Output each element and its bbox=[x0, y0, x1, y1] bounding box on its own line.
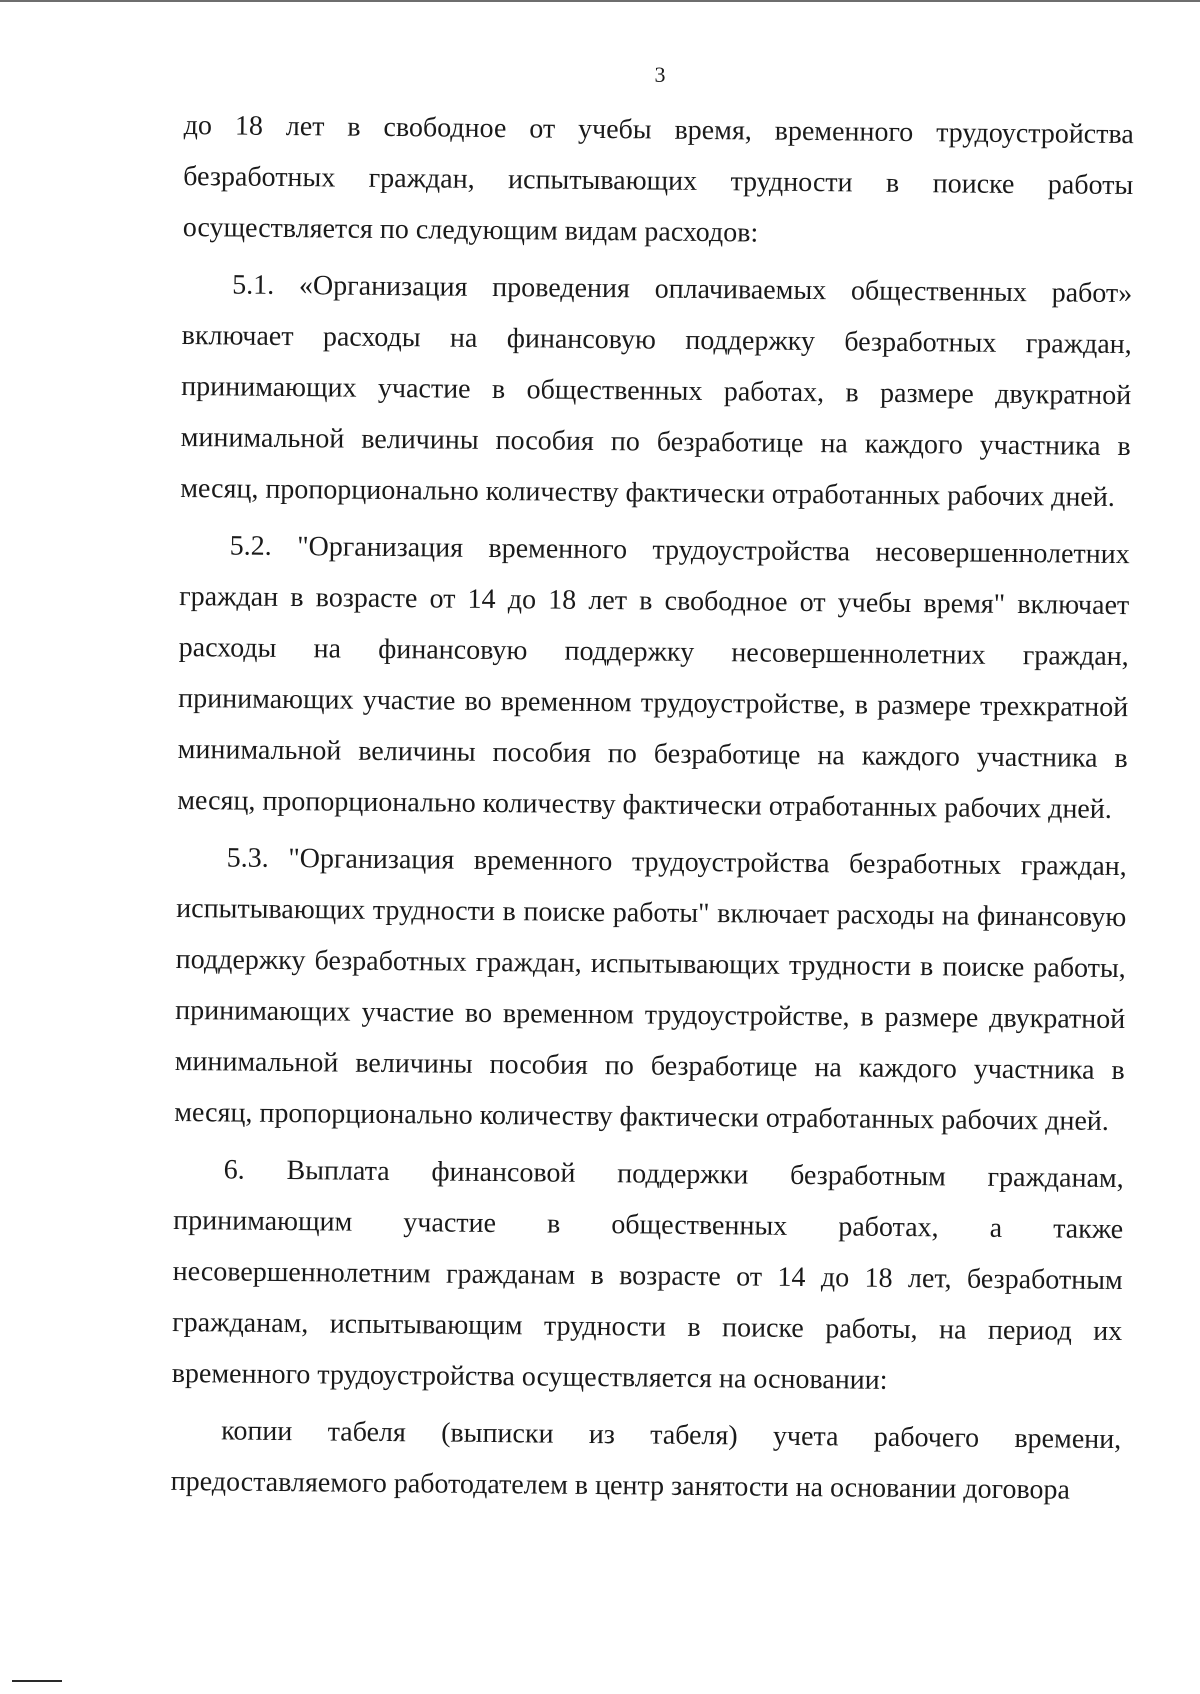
paragraph-continuation: до 18 лет в свободное от учебы время, временного трудоустройства безработных граждан, испытывающих трудности в поиске работы осуществляется по следующим видам расходов: bbox=[182, 109, 1134, 249]
page-number: 3 bbox=[654, 62, 666, 87]
paragraph-5-2: 5.2. "Организация временного трудоустройства несовершеннолетних граждан в возрасте от 14 до 18 лет в свободное от учебы время" включает расходы на финансовую поддержку несовершеннолетних граждан, принимающих участие во временном трудоустройстве, в размере трехкратной минимальной величины пособия по безработице на каждого участника в месяц, пропорционально количеству фактически отработанных рабочих дней. bbox=[177, 530, 1130, 825]
paragraph-6: 6. Выплата финансовой поддержки безработным гражданам, принимающим участие в общественных работах, а также несовершеннолетним гражданам в возрасте от 14 до 18 лет, безработным гражданам, испытывающим трудности в поиске работы, на период их временного трудоустройства осуществляется на основании: bbox=[171, 1154, 1124, 1396]
paragraph-5-1: 5.1. «Организация проведения оплачиваемых общественных работ» включает расходы на финансовую поддержку безработных граждан, принимающих участие в общественных работах, в размере двукратной минимальной величины пособия по безработице на каждого участника в месяц, пропорционально количеству фактически отработанных рабочих дней. bbox=[180, 269, 1133, 513]
scan-mark bbox=[12, 1680, 62, 1682]
paragraph-5-3: 5.3. "Организация временного трудоустройства безработных граждан, испытывающих трудности в поиске работы" включает расходы на финансовую поддержку безработных граждан, испытывающих трудности в поиске работы, принимающих участие во временном трудоустройстве, в размере двукратной минимальной величины пособия по безработице на каждого участника в месяц, пропорционально количеству фактически отработанных рабочих дней. bbox=[174, 842, 1127, 1137]
paragraph-timesheet: копии табеля (выписки из табеля) учета рабочего времени, предоставляемого работодателем в центр занятости на основании договора bbox=[170, 1415, 1122, 1506]
document-body bbox=[170, 100, 1134, 1522]
scan-edge-top bbox=[0, 0, 1200, 2]
